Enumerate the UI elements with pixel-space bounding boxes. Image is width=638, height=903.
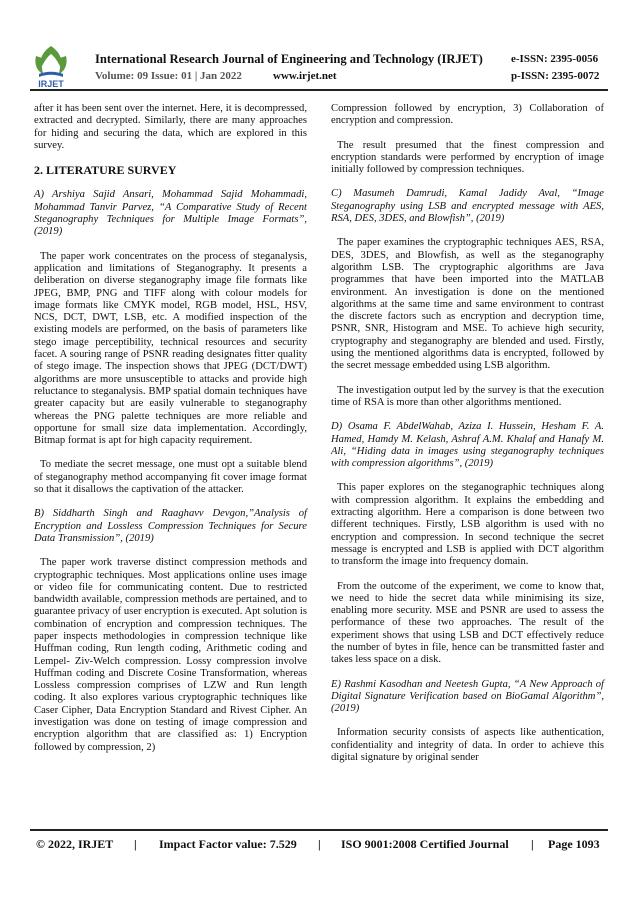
right-column — [331, 103, 604, 776]
footer-impact-factor: Impact Factor value: 7.529 — [159, 837, 297, 851]
journal-website: www.irjet.net — [273, 70, 337, 82]
footer-separator: | — [531, 837, 534, 851]
footer-iso: ISO 9001:2008 Certified Journal — [341, 837, 509, 851]
irjet-logo-icon — [30, 44, 72, 90]
p-issn: p-ISSN: 2395-0072 — [511, 70, 600, 82]
journal-title: International Research Journal of Engineering and Technology (IRJET) — [95, 52, 483, 66]
paragraph: The paper work traverse distinct compression methods and cryptographic techniques. Most applications online uses image or video file for communicating content. Due to restricted bandwidth available, compression methods are pertained, and to guarantee privacy of user encryption is executed. Apt solution is combination of encryption and compression techniques. The paper inspects methodologies in compression technique like Huffman coding, Run length coding, Arithmetic coding and Lempel- Ziv-Welch compression. Lossy compression involve Huffman coding and Discrete Cosine Transformation, whereas Lossless compression comprises of LZW and Run length coding. It also explores various cryptographic techniques like Caser Cipher, Data Encryption Standard and Rivest Cipher. An investigation was done on testing of image compression and encryption algorithm that are classified as: 1) Encryption followed by compression, 2) — [34, 557, 307, 753]
paragraph: The result presumed that the finest compression and encryption standards were performed by encryption of image initially followed by compression techniques. — [331, 139, 604, 176]
page-number: Page 1093 — [548, 837, 600, 851]
paragraph: Compression followed by encryption, 3) Collaboration of encryption and compression. — [331, 103, 604, 127]
paragraph: after it has been sent over the internet. Here, it is decompressed, extracted and decrypted. Similarly, there are many approaches for hiding and securing the data, which are explored in this survey. — [34, 103, 307, 151]
header-divider — [30, 89, 608, 91]
footer-divider — [30, 829, 608, 831]
paragraph: From the outcome of the experiment, we come to know that, we need to hide the secret data while minimising its size, enabling more security. MSE and PSNR are used to assess the performance of these two approaches. The result of the experiment shows that using LSB and DCT effectively reduce the number of bytes in file, hence can be transmitted faster and takes less space on a disk. — [331, 580, 604, 666]
reference-d: D) Osama F. AbdelWahab, Aziza I. Hussein, Hesham F. A. Hamed, Hamdy M. Kelash, Ashraf A.M. Khalaf and Hanafy M. Ali, “Hiding data in images using steganography techniques with compression algorithms”, (2019) — [331, 421, 604, 470]
footer-separator: | — [134, 837, 137, 851]
e-issn: e-ISSN: 2395-0056 — [511, 53, 599, 65]
reference-b: B) Siddharth Singh and Raaghavv Devgon,”Analysis of Encryption and Lossless Compression Techniques for Secure Data Transmission”, (2019) — [34, 508, 307, 544]
reference-e: E) Rashmi Kasodhan and Neetesh Gupta, “A New Approach of Digital Signature Verification based on BioGamal Algorithm”, (2019) — [331, 678, 604, 715]
page-header — [0, 0, 638, 95]
volume-issue: Volume: 09 Issue: 01 | Jan 2022 — [95, 70, 242, 82]
logo-text: IRJET — [38, 79, 64, 89]
paragraph: This paper explores on the steganographic techniques along with compression algorithm. It explains the embedding and extracting algorithm. Here a comparison is done between two different techniques. Firstly, LSB algorithm is used with no encryption and compression. In second technique the secret message is encrypted and LSB is applied with DCT algorithm to transform the image into frequency domain. — [331, 482, 604, 568]
footer-separator: | — [318, 837, 321, 851]
section-heading: 2. LITERATURE SURVEY — [34, 163, 177, 178]
reference-c: C) Masumeh Damrudi, Kamal Jadidy Aval, “Image Steganography using LSB and encrypted message with AES, RSA, DES, 3DES, and Blowfish”, (2019) — [331, 188, 604, 225]
left-column — [34, 103, 307, 766]
paragraph: The paper work concentrates on the process of steganalysis, application and limitations of Steganography. It presents a deliberation on diverse steganography image file formats like JPEG, BMP, PNG and TIFF along with colour models for image formats like CMYK model, RGB model, HSL, HSV, NCS, DCT, DWT, LSB, etc. A modified inspection of the existing models are performed, on the basis of parameters like stego image perceptibility, technical resources and security facet. A souring range of PSNR reading designates fitter quality of stego image. The inspection shows that JPEG (DCT/DWT) algorithms are more unsusceptible to attacks and provide high reluctance to steganalysis. BMP spatial domain techniques have greater capacity but are easily vulnerable to steganography whereas the PNG palette techniques are more reliable and opportune for small size data implementation. Accordingly, Bitmap format is apt for high capacity requirement. — [34, 250, 307, 447]
reference-a: A) Arshiya Sajid Ansari, Mohammad Sajid Mohammadi, Mohammad Tanvir Parvez, “A Comparative Study of Recent Steganography Techniques for Multiple Image Formats”, (2019) — [34, 189, 307, 238]
footer-copyright: © 2022, IRJET — [36, 837, 114, 851]
paragraph: To mediate the secret message, one must opt a suitable blend of steganography method accompanying fit cover image format so that it disallows the captivation of the attacker. — [34, 459, 307, 496]
paragraph: The investigation output led by the survey is that the execution time of RSA is more than other algorithms mentioned. — [331, 384, 604, 408]
paragraph: Information security consists of aspects like authentication, confidentiality and integrity of data. In order to achieve this digital signature by original sender — [331, 727, 604, 764]
paragraph: The paper examines the cryptographic techniques AES, RSA, DES, 3DES, and Blowfish, as well as the steganography algorithm LSB. The cryptographic algorithms are Java programmes that have been imported into the MATLAB environment. An investigation is done on the mentioned algorithms at the same time and same environment to contrast the discrete factors such as encryption and decryption time, PSNR, SNR, Histogram and MSE. To achieve high security, cryptography and steganography are blended and used. Firstly, using the mentioned algorithms data is encrypted, followed by the secret message embedded using LSB algorithm. — [331, 237, 604, 372]
